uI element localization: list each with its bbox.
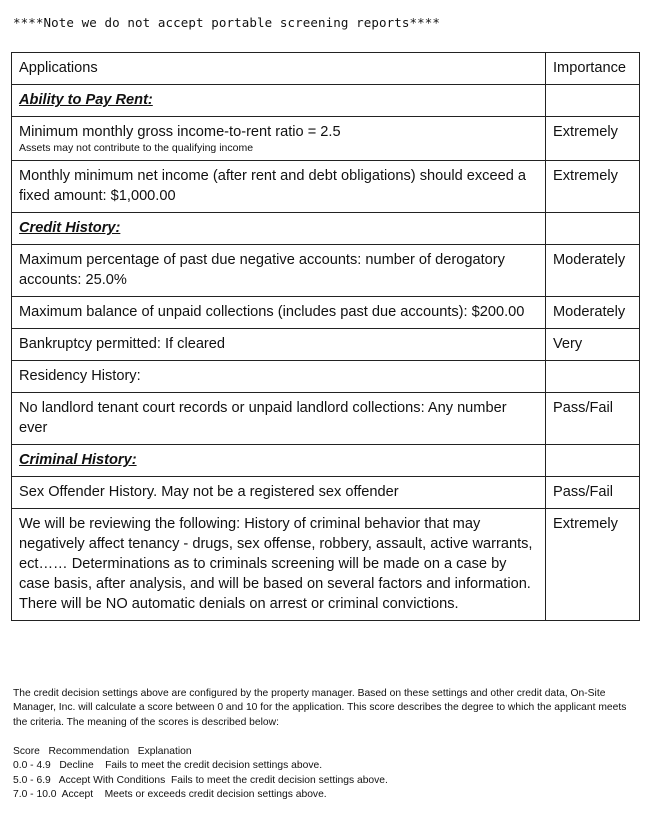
criterion-text: Minimum monthly gross income-to-rent ratio = 2.5 (19, 124, 341, 140)
section-heading-residency-history: Residency History: (12, 361, 546, 393)
importance-header: Importance (546, 53, 640, 85)
section-heading-criminal-history: Criminal History: (19, 452, 137, 468)
criterion-text: Monthly minimum net income (after rent and debt obligations) should exceed a fixed amount: $1,000.00 (12, 161, 546, 213)
table-row (12, 361, 640, 393)
table-row (12, 161, 640, 213)
importance-cell (546, 85, 640, 117)
screening-criteria-table (11, 52, 640, 621)
importance-cell: Moderately (546, 245, 640, 297)
criterion-subtext: Assets may not contribute to the qualifying income (19, 142, 254, 154)
table-row (12, 329, 640, 361)
score-legend-header: Score Recommendation Explanation (13, 746, 192, 757)
criterion-text: We will be reviewing the following: History of criminal behavior that may negatively affect tenancy - drugs, sex offense, robbery, assault, active warrants, ect…… Determinations as to criminals screening will be made on a case by case basis, after analysis, and will be based on several factors and information. There will be NO automatic denials on arrest or criminal convictions. (12, 509, 546, 621)
portable-report-note: ****Note we do not accept portable screening reports**** (13, 15, 441, 30)
importance-cell: Extremely (546, 509, 640, 621)
section-heading-credit-history: Credit History: (19, 220, 121, 236)
score-legend-row: 0.0 - 4.9 Decline Fails to meet the credit decision settings above. (13, 760, 323, 772)
table-row (12, 297, 640, 329)
criterion-text: Bankruptcy permitted: If cleared (12, 329, 546, 361)
table-row (12, 245, 640, 297)
section-heading-ability-to-pay: Ability to Pay Rent: (19, 92, 153, 108)
criterion-text: No landlord tenant court records or unpaid landlord collections: Any number ever (12, 393, 546, 445)
table-row (12, 85, 640, 117)
criterion-text: Maximum balance of unpaid collections (includes past due accounts): $200.00 (12, 297, 546, 329)
explanation-paragraph: The credit decision settings above are configured by the property manager. Based on these settings and other credit data, On-Site Manager, Inc. will calculate a score between 0 and 10 for the application. This score describes the degree to which the applicant meets the criteria. The meaning of the scores is described below: (13, 688, 627, 728)
table-row (12, 117, 640, 161)
applications-header: Applications (12, 53, 546, 85)
criterion-text: Sex Offender History. May not be a registered sex offender (12, 477, 546, 509)
score-legend-row: 7.0 - 10.0 Accept Meets or exceeds credit decision settings above. (13, 788, 327, 800)
table-row (12, 445, 640, 477)
credit-decision-explanation (13, 687, 635, 730)
importance-cell: Extremely (546, 161, 640, 213)
table-row (12, 393, 640, 445)
importance-cell: Moderately (546, 297, 640, 329)
table-row (12, 509, 640, 621)
importance-cell: Very (546, 329, 640, 361)
score-legend-row: 5.0 - 6.9 Accept With Conditions Fails to meet the credit decision settings above. (13, 774, 388, 786)
importance-cell (546, 213, 640, 245)
importance-cell: Pass/Fail (546, 477, 640, 509)
importance-cell (546, 361, 640, 393)
importance-cell: Extremely (546, 117, 640, 161)
table-header-row (12, 53, 640, 85)
table-row (12, 213, 640, 245)
table-row (12, 477, 640, 509)
criterion-text: Maximum percentage of past due negative accounts: number of derogatory accounts: 25.0% (12, 245, 546, 297)
score-legend (13, 745, 388, 802)
importance-cell: Pass/Fail (546, 393, 640, 445)
importance-cell (546, 445, 640, 477)
